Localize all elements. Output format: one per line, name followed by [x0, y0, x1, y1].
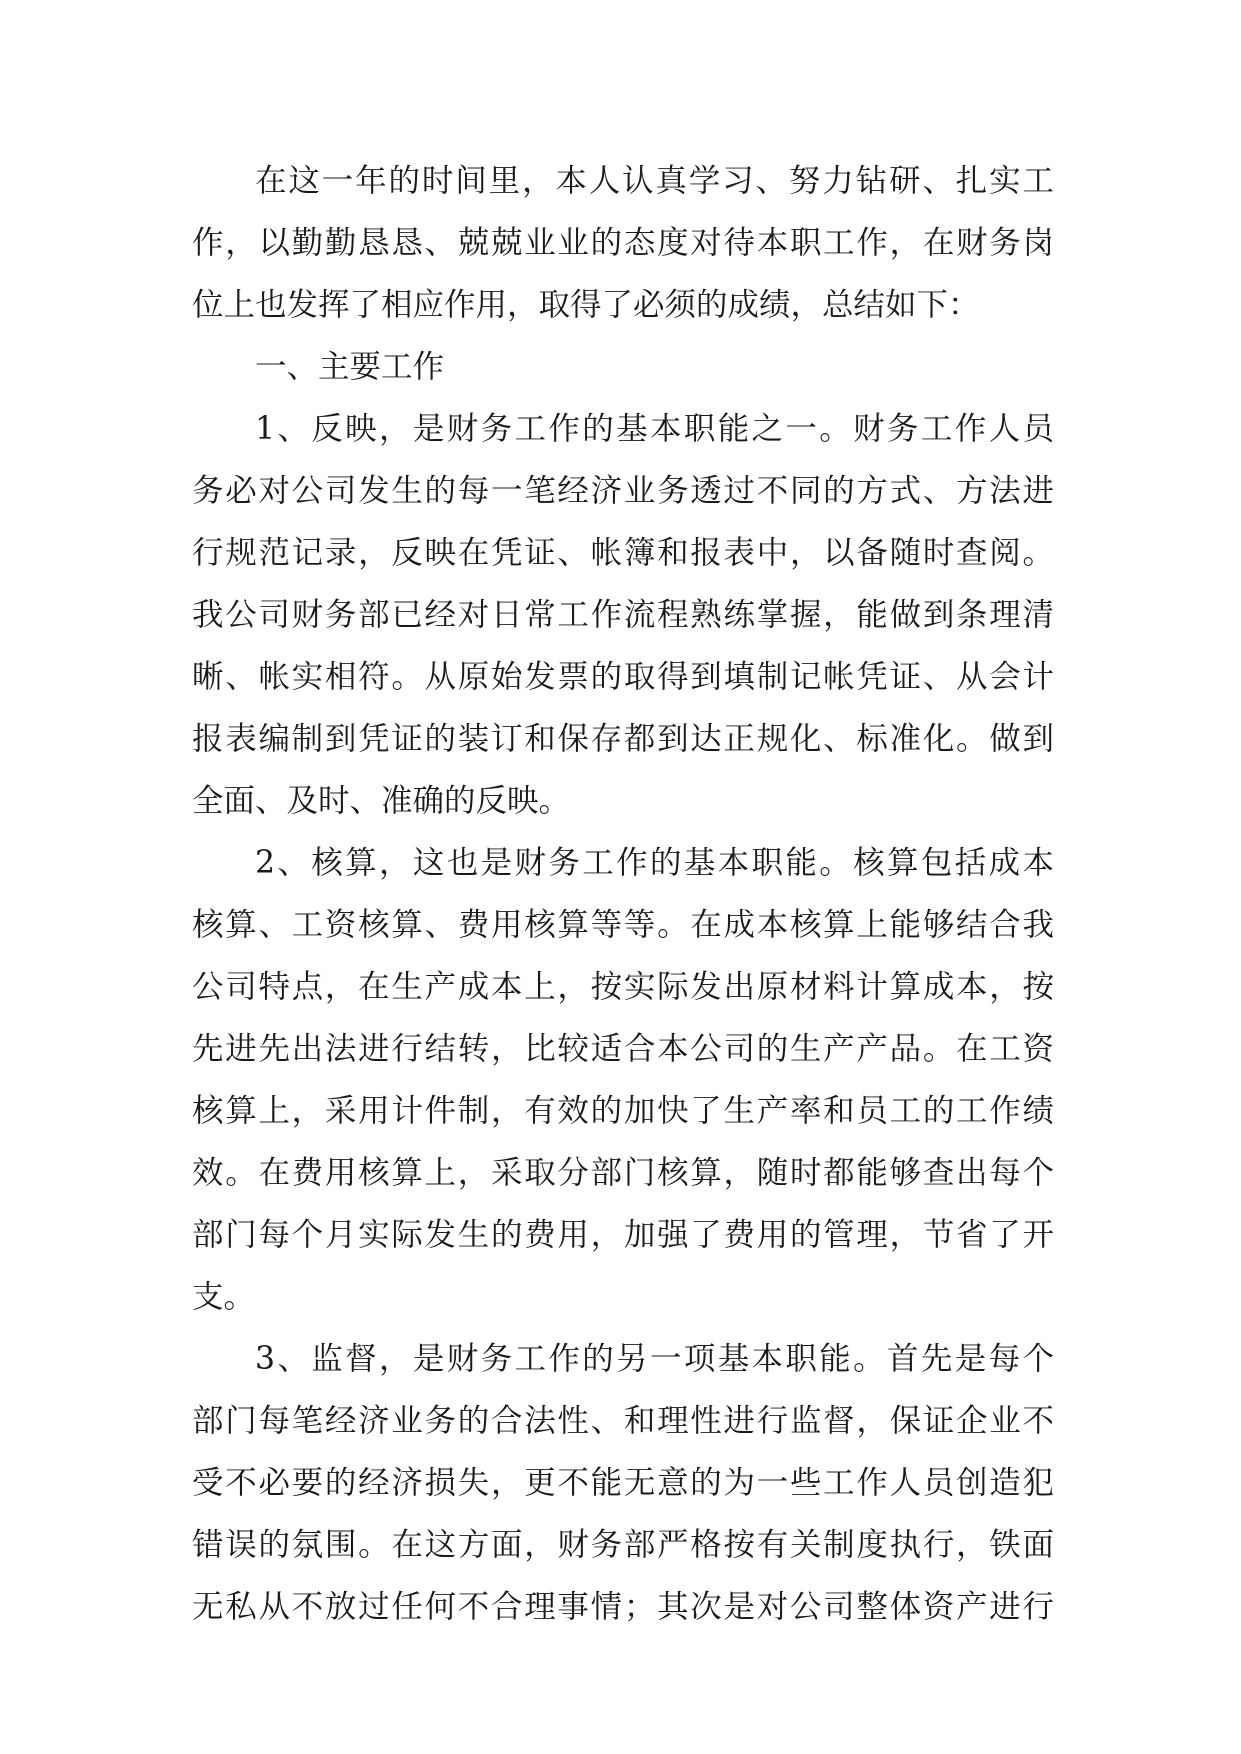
text-line: 部门每个月实际发生的费用，加强了费用的管理，节省了开 — [192, 1217, 1054, 1253]
text-line: 核算、工资核算、费用核算等等。在成本核算上能够结合我 — [192, 907, 1054, 943]
text-line: 2、核算，这也是财务工作的基本职能。核算包括成本 — [255, 845, 1054, 881]
item-1-paragraph — [192, 398, 1054, 832]
text-line: 报表编制到凭证的装订和保存都到达正规化、标准化。做到 — [192, 721, 1054, 757]
text-line: 1、反映，是财务工作的基本职能之一。财务工作人员 — [255, 411, 1054, 447]
text-line: 在这一年的时间里，本人认真学习、努力钻研、扎实工 — [255, 163, 1054, 199]
text-line: 效。在费用核算上，采取分部门核算，随时都能够查出每个 — [192, 1155, 1054, 1191]
text-line: 位上也发挥了相应作用，取得了必须的成绩，总结如下： — [192, 287, 980, 323]
text-line: 作，以勤勤恳恳、兢兢业业的态度对待本职工作，在财务岗 — [192, 225, 1054, 261]
text-line: 全面、及时、准确的反映。 — [192, 783, 571, 819]
item-2-paragraph — [192, 832, 1054, 1328]
item-3-paragraph — [192, 1328, 1054, 1638]
text-line: 错误的氛围。在这方面，财务部严格按有关制度执行，铁面 — [192, 1527, 1054, 1563]
text-line: 行规范记录，反映在凭证、帐簿和报表中，以备随时查阅。 — [192, 535, 1054, 571]
text-line: 部门每笔经济业务的合法性、和理性进行监督，保证企业不 — [192, 1403, 1054, 1439]
text-line: 无私从不放过任何不合理事情；其次是对公司整体资产进行 — [192, 1589, 1054, 1625]
text-line: 受不必要的经济损失，更不能无意的为一些工作人员创造犯 — [192, 1465, 1054, 1501]
text-line: 一、主要工作 — [255, 349, 445, 385]
text-line: 3、监督，是财务工作的另一项基本职能。首先是每个 — [255, 1341, 1054, 1377]
text-line: 先进先出法进行结转，比较适合本公司的生产产品。在工资 — [192, 1031, 1054, 1067]
text-line: 务必对公司发生的每一笔经济业务透过不同的方式、方法进 — [192, 473, 1054, 509]
text-line: 公司特点，在生产成本上，按实际发出原材料计算成本，按 — [192, 969, 1054, 1005]
text-line: 晰、帐实相符。从原始发票的取得到填制记帐凭证、从会计 — [192, 659, 1054, 695]
text-line: 支。 — [192, 1279, 256, 1315]
intro-paragraph — [192, 150, 1054, 336]
text-line: 我公司财务部已经对日常工作流程熟练掌握，能做到条理清 — [192, 597, 1054, 633]
section-heading — [192, 336, 1054, 398]
text-line: 核算上，采用计件制，有效的加快了生产率和员工的工作绩 — [192, 1093, 1054, 1129]
document-page — [192, 150, 1054, 1638]
